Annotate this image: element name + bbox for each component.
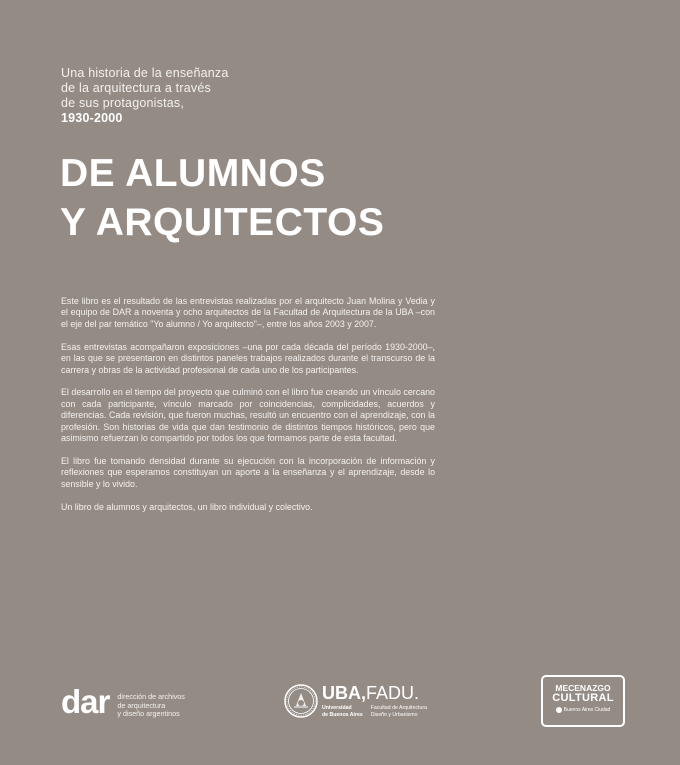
uba-seal-icon	[284, 684, 318, 718]
uba-fadu-logo	[284, 684, 427, 718]
fadu-caption: Diseño y Urbanismo	[370, 711, 418, 718]
mecenazgo-cultural-logo	[541, 675, 625, 727]
subtitle	[61, 66, 229, 126]
dar-caption	[117, 693, 185, 719]
uba-caption: de Buenos Aires	[322, 711, 363, 718]
uba-word: UBA,	[322, 683, 366, 704]
mecenazgo-line-2: CULTURAL	[552, 692, 614, 704]
dar-caption-line: y diseño argentinos	[117, 709, 180, 719]
paragraph: El desarrollo en el tiempo del proyecto que culminó con el libro fue creando un vínculo cercano con cada participante, vínculo marcado por coincidencias, complicidades, acuerdos y diferencias. Cada revisión, que fueron muchas, resultó un encuentro con el aprendizaje, con la profesión. Son historias de vida que dan testimonio de distintos tiempos históricos, pero que asimismo refuerzan lo compartido por todos los que formamos parte de esta facultad.	[61, 387, 435, 444]
paragraph: Este libro es el resultado de las entrevistas realizadas por el arquitecto Juan Molina y Vedia y el equipo de DAR a noventa y ocho arquitectos de la Facultad de Arquitectura de la UBA –con el eje del par temático "Yo alumno / Yo arquitecto"–, entre los años 2003 y 2007.	[61, 296, 435, 329]
paragraph: El libro fue tomando densidad durante su ejecución con la incorporación de información y reflexiones que esperamos constituyan un aporte a la enseñanza y el aprendizaje, desde lo sensible y lo vivido.	[61, 455, 435, 489]
book-title	[60, 149, 384, 247]
fadu-word: FADU.	[366, 683, 420, 704]
dar-caption-line: de arquitectura	[117, 700, 166, 710]
fadu-caption: Facultad de Arquitectura	[370, 705, 427, 712]
subtitle-line-3: de sus protagonistas,	[61, 96, 185, 110]
buenos-aires-label: Buenos Aires Ciudad	[563, 707, 611, 713]
dar-wordmark: dar	[61, 683, 110, 720]
dar-caption-line: dirección de archivos	[117, 692, 185, 701]
paragraph: Un libro de alumnos y arquitectos, un libro individual y colectivo.	[61, 501, 313, 512]
paragraph: Esas entrevistas acompañaron exposiciones –una por cada década del período 1930-2000–, en las que se presentaron en distintos paneles trabajos realizados durante el transcurso de la carrera y obras de la actividad profesional de cada uno de los participantes.	[61, 341, 435, 375]
uba-caption: Universidad	[322, 705, 352, 712]
title-line-2: Y ARQUITECTOS	[60, 201, 385, 244]
subtitle-line-1: Una historia de la enseñanza	[61, 66, 229, 80]
subtitle-line-2: de la arquitectura a través	[61, 81, 211, 95]
uba-wordmark	[322, 684, 427, 702]
subtitle-years: 1930-2000	[61, 111, 123, 125]
mecenazgo-line-1: MECENAZGO	[555, 683, 611, 693]
dar-logo	[61, 685, 185, 719]
buenos-aires-icon	[556, 707, 562, 713]
synopsis	[61, 296, 435, 525]
title-line-1: DE ALUMNOS	[60, 152, 326, 195]
